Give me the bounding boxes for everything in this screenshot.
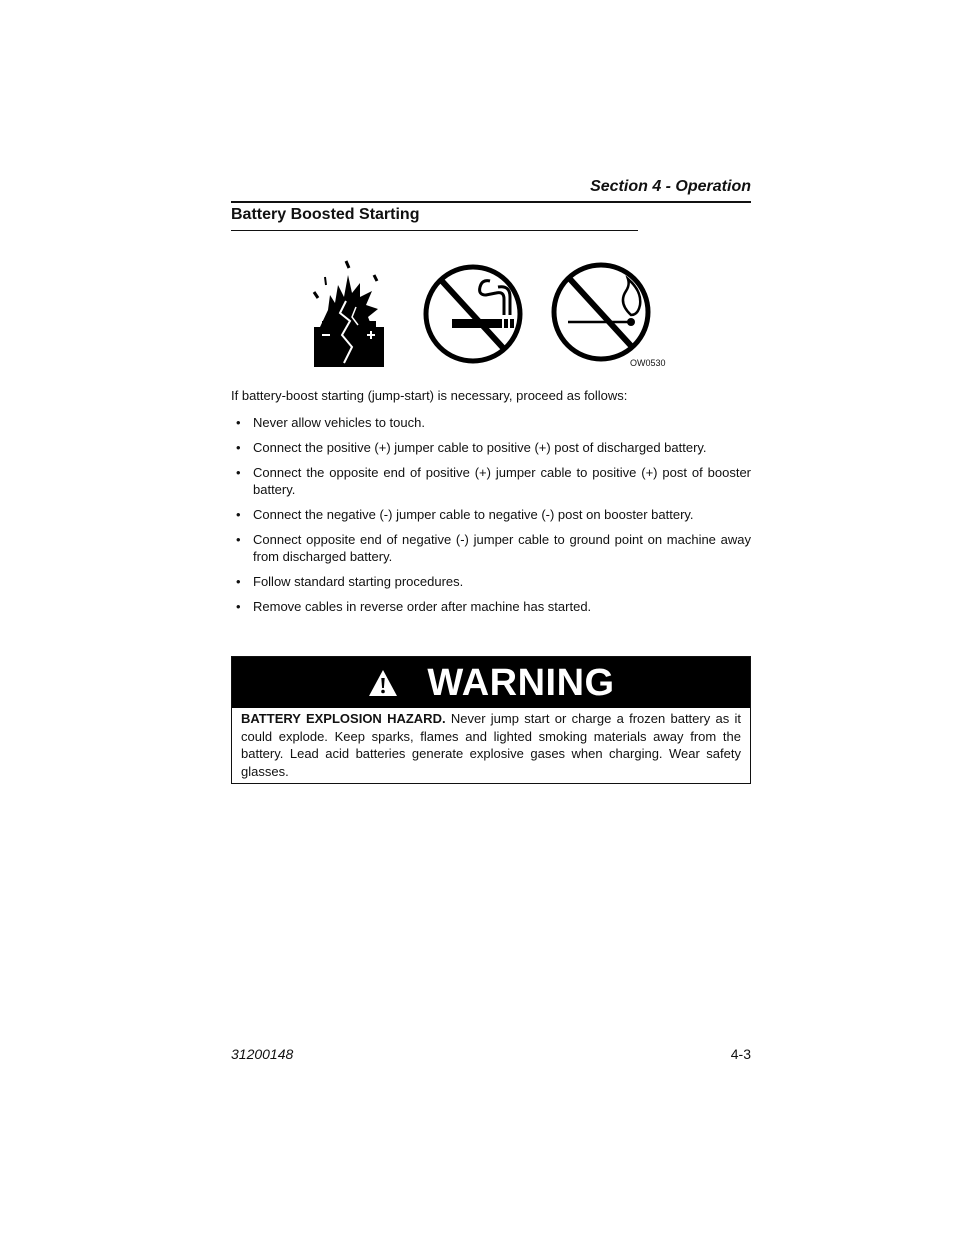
warning-banner (232, 657, 750, 708)
no-smoking-icon (426, 267, 520, 361)
procedure-list (231, 414, 751, 623)
bullet-icon: • (236, 415, 241, 430)
list-item (231, 414, 751, 431)
bullet-icon: • (236, 574, 241, 589)
list-item (231, 439, 751, 456)
safety-symbols-graphic (300, 255, 680, 375)
warning-text (232, 708, 750, 780)
section-header: Section 4 - Operation (231, 176, 751, 203)
list-item (231, 506, 751, 523)
warning-triangle-icon (367, 668, 399, 698)
list-item (231, 464, 751, 498)
no-open-flame-icon (554, 265, 648, 359)
list-item (231, 598, 751, 615)
list-item-text: Never allow vehicles to touch. (253, 415, 425, 430)
bullet-icon: • (236, 599, 241, 614)
warning-box (231, 656, 751, 784)
list-item (231, 573, 751, 590)
list-item-text: Connect the positive (+) jumper cable to positive (+) post of discharged battery. (253, 440, 707, 455)
figure-id: OW0530 (630, 358, 666, 368)
list-item (231, 531, 751, 565)
warning-body-text: Never jump start or charge a frozen battery as it could explode. Keep sparks, flames and lighted smoking materials away from the battery. Lead acid batteries generate explosive gases when charging. Wear safety glasses. (241, 711, 741, 779)
intro-text: If battery-boost starting (jump-start) is necessary, proceed as follows: (231, 388, 628, 403)
safety-symbols-figure (300, 255, 680, 375)
bullet-icon: • (236, 440, 241, 455)
bullet-icon: • (236, 465, 241, 480)
list-item-text: Connect the negative (-) jumper cable to negative (-) post on booster battery. (253, 507, 694, 522)
document-number: 31200148 (231, 1046, 294, 1062)
battery-explosion-icon (314, 261, 384, 367)
warning-lead: BATTERY EXPLOSION HAZARD. (241, 711, 446, 726)
list-item-text: Follow standard starting procedures. (253, 574, 464, 589)
list-item-text: Connect the opposite end of positive (+) jumper cable to positive (+) post of booster battery. (253, 465, 751, 497)
warning-title: WARNING (427, 661, 615, 704)
list-item-text: Remove cables in reverse order after machine has started. (253, 599, 592, 614)
page-title: Battery Boosted Starting (231, 204, 638, 231)
page-number: 4-3 (730, 1046, 751, 1062)
list-item-text: Connect opposite end of negative (-) jumper cable to ground point on machine away from discharged battery. (253, 532, 751, 564)
bullet-icon: • (236, 507, 241, 522)
bullet-icon: • (236, 532, 241, 547)
